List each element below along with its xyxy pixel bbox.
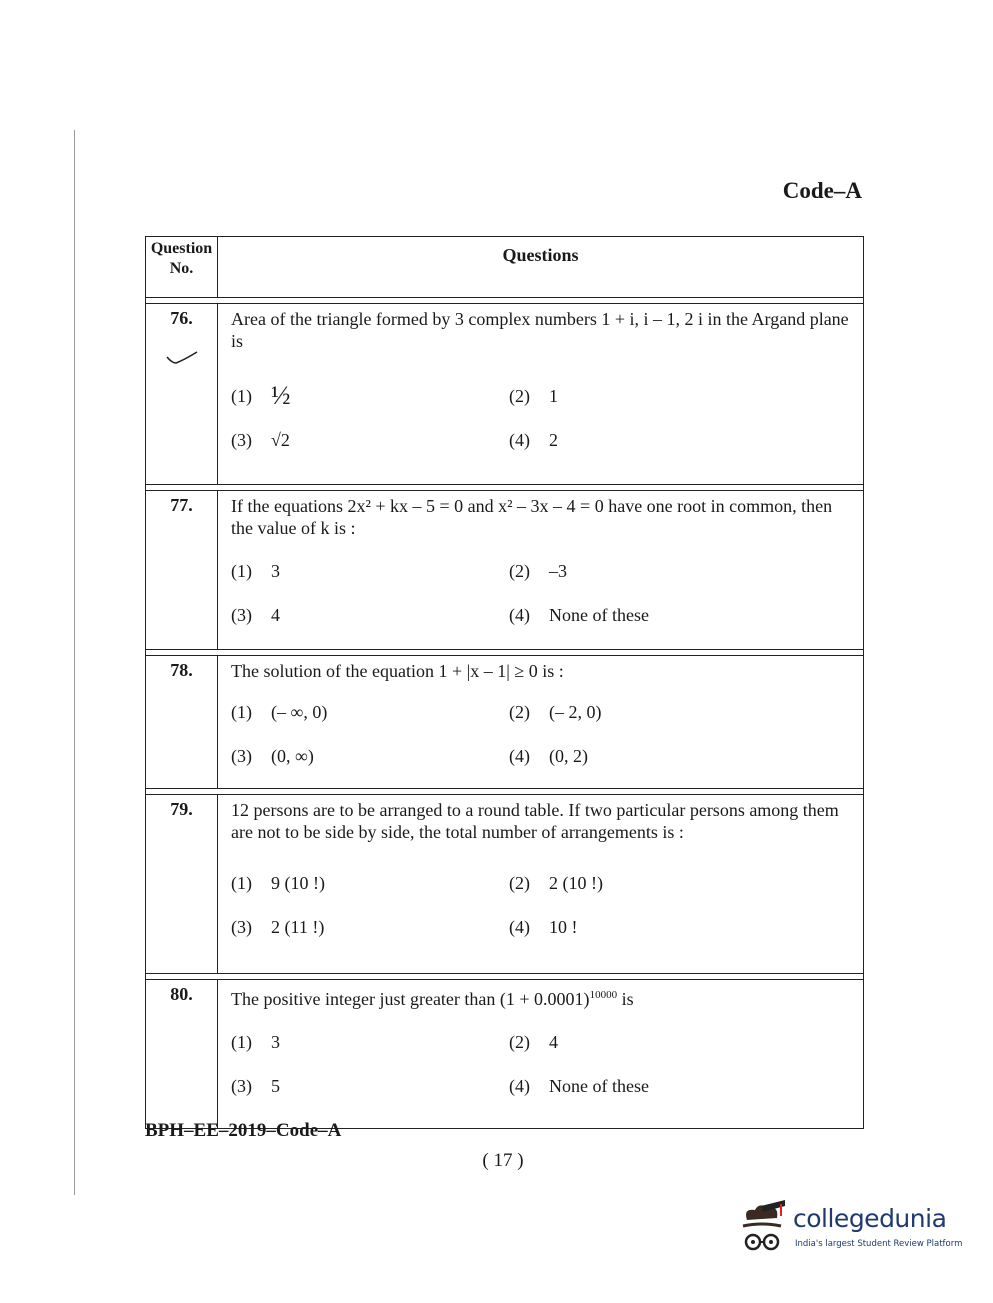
option: (1) ½	[231, 381, 291, 410]
question-text: The solution of the equation 1 + |x – 1| ≥ 0 is :	[231, 661, 564, 681]
option: (1) (– ∞, 0)	[231, 702, 328, 722]
option: (4) None of these	[509, 1076, 649, 1096]
margin-line	[74, 130, 75, 1195]
option: (2) 4	[509, 1032, 558, 1052]
option: (3) (0, ∞)	[231, 746, 314, 766]
options-grid	[231, 1020, 855, 1128]
question-number: 76.	[170, 308, 193, 328]
question-number: 78.	[146, 656, 218, 789]
tick-mark-icon	[166, 351, 198, 365]
option: (4) None of these	[509, 605, 649, 625]
option: (2) 2 (10 !)	[509, 873, 603, 893]
option: (3) 4	[231, 605, 280, 625]
footer-paper-code: BPH–EE–2019–Code–A	[145, 1120, 342, 1141]
collegedunia-logo	[733, 1196, 963, 1266]
questions-table	[145, 236, 864, 1129]
option: (2) –3	[509, 561, 567, 581]
option: (2) 1	[509, 386, 558, 406]
page-number: ( 17 )	[482, 1150, 524, 1171]
question-text: Area of the triangle formed by 3 complex numbers 1 + i, i – 1, 2 i in the Argand plane is	[231, 309, 849, 351]
question-number: 80.	[146, 980, 218, 1129]
logo-wordmark: collegedunia	[793, 1204, 947, 1233]
question-text: The positive integer just greater than $(1 + 0.0001)^{10000}$ is	[231, 989, 634, 1009]
option: (3) √2	[231, 430, 290, 450]
option: (3) 2 (11 !)	[231, 917, 325, 937]
options-grid	[231, 374, 855, 478]
question-number: 77.	[146, 491, 218, 650]
options-grid	[231, 861, 855, 961]
question-row	[146, 304, 864, 485]
question-row	[146, 980, 864, 1129]
table-header-row	[146, 237, 864, 298]
option: (4) 10 !	[509, 917, 578, 937]
option: (3) 5	[231, 1076, 280, 1096]
option: (1) 3	[231, 1032, 280, 1052]
column-header-questions: Questions	[218, 237, 864, 298]
option: (4) 2	[509, 430, 558, 450]
question-row	[146, 795, 864, 974]
question-number: 79.	[146, 795, 218, 974]
question-row	[146, 656, 864, 789]
options-grid	[231, 549, 855, 649]
paper-code: Code–A	[782, 178, 862, 203]
student-mascot-icon	[733, 1200, 791, 1258]
option: (1) 9 (10 !)	[231, 873, 325, 893]
column-header-question-no: Question No.	[146, 237, 218, 298]
question-row	[146, 491, 864, 650]
question-text: If the equations 2x² + kx – 5 = 0 and x² – 3x – 4 = 0 have one root in common, then the value of k is :	[231, 496, 833, 538]
option: (2) (– 2, 0)	[509, 702, 602, 722]
option: (1) 3	[231, 561, 280, 581]
option: (4) (0, 2)	[509, 746, 588, 766]
logo-tagline: India's largest Student Review Platform	[795, 1239, 963, 1249]
options-grid	[231, 690, 855, 788]
question-text: 12 persons are to be arranged to a round table. If two particular persons among them are not to be side by side, the total number of arrangements is :	[231, 800, 839, 842]
